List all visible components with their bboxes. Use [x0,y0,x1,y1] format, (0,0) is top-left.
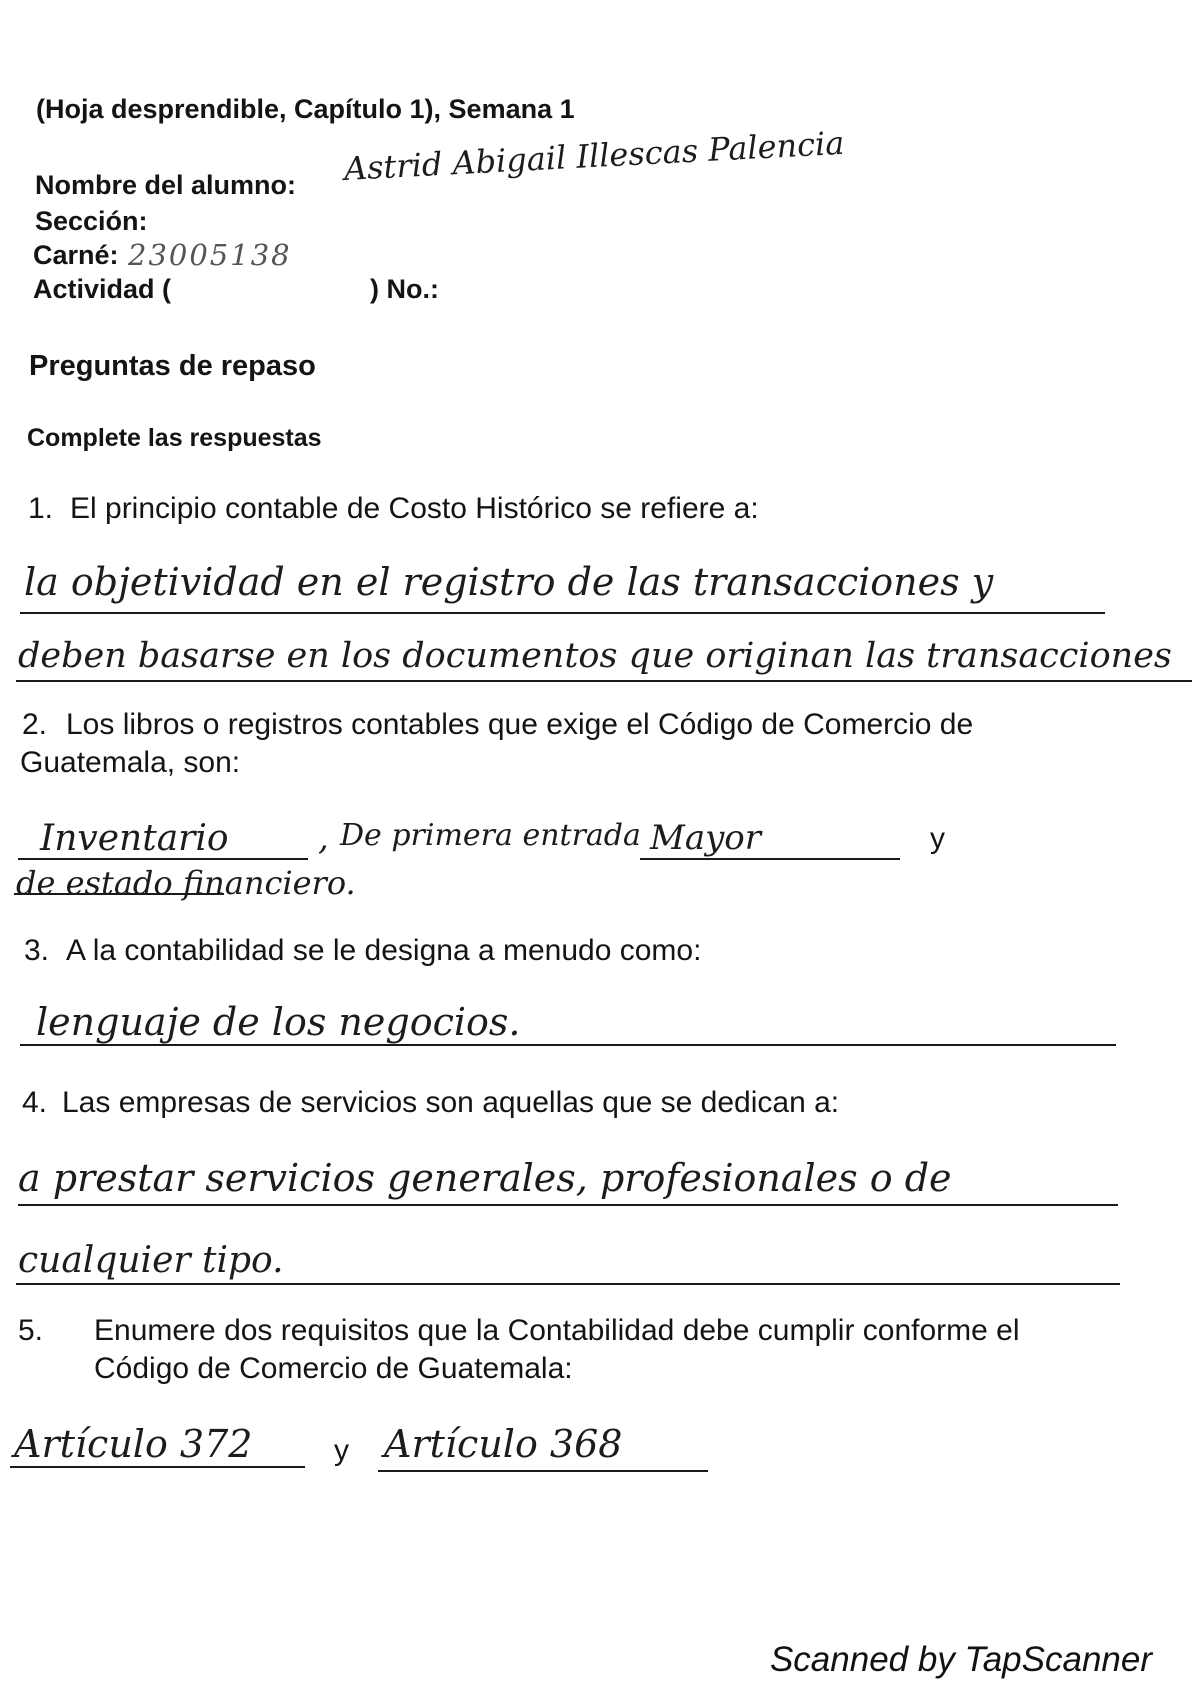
carne-value: 23005138 [128,238,292,272]
activity-number-label: ) No.: [370,274,439,304]
question-1-answer-line-2: deben basarse en los documentos que originan las transacciones [18,636,1172,676]
instructions: Complete las respuestas [27,424,322,452]
answer-rule [14,893,224,895]
sheet-title: (Hoja desprendible, Capítulo 1), Semana 1 [36,94,575,124]
question-2-conjunction: y [930,822,945,855]
question-5-answer-2: Artículo 368 [384,1422,623,1466]
question-2-answer-3: Mayor [650,818,762,858]
answer-rule [20,1044,1116,1046]
question-5-number: 5. [18,1314,44,1347]
scanner-watermark: Scanned by TapScanner [769,1640,1152,1679]
student-name-label: Nombre del alumno: [35,170,297,200]
answer-rule [16,1283,1120,1285]
question-1-number: 1. [28,492,54,525]
question-4-answer-line-2: cualquier tipo. [18,1240,284,1281]
activity-label: Actividad ( [33,274,172,304]
answer-rule [640,858,900,860]
question-1-answer-line-1: la objetividad en el registro de las transacciones y [24,560,994,604]
section-heading: Preguntas de repaso [29,350,316,382]
question-2-text-line-1: Los libros o registros contables que exige el Código de Comercio de [66,708,974,741]
answer-rule [378,1470,708,1472]
question-5-text-line-2: Código de Comercio de Guatemala: [94,1352,573,1385]
question-3-number: 3. [24,934,50,967]
student-name-value: Astrid Abigail Illescas Palencia [343,123,846,188]
question-5-answer-1: Artículo 372 [14,1422,253,1466]
question-2-separator: , [318,818,329,858]
answer-rule [18,1204,1118,1206]
question-2-answer-1: Inventario [40,818,229,859]
question-2-answer-4: de estado financiero. [16,864,356,902]
question-3-answer: lenguaje de los negocios. [36,1000,521,1044]
question-4-number: 4. [22,1086,48,1119]
section-label: Sección: [35,206,148,236]
answer-rule [20,612,1105,614]
answer-rule [10,1466,305,1468]
question-2-answer-2: De primera entrada [340,818,641,853]
question-3-text: A la contabilidad se le designa a menudo como: [66,934,702,967]
question-5-text-line-1: Enumere dos requisitos que la Contabilidad debe cumplir conforme el [94,1314,1020,1347]
question-4-text: Las empresas de servicios son aquellas que se dedican a: [62,1086,840,1119]
question-5-conjunction: y [334,1434,349,1467]
answer-rule [18,858,308,860]
question-4-answer-line-1: a prestar servicios generales, profesionales o de [18,1156,952,1200]
question-2-text-line-2: Guatemala, son: [20,746,241,779]
carne-label: Carné: [33,240,119,270]
question-1-text: El principio contable de Costo Histórico se refiere a: [70,492,759,525]
question-2-number: 2. [22,708,48,741]
answer-rule [16,680,1192,682]
